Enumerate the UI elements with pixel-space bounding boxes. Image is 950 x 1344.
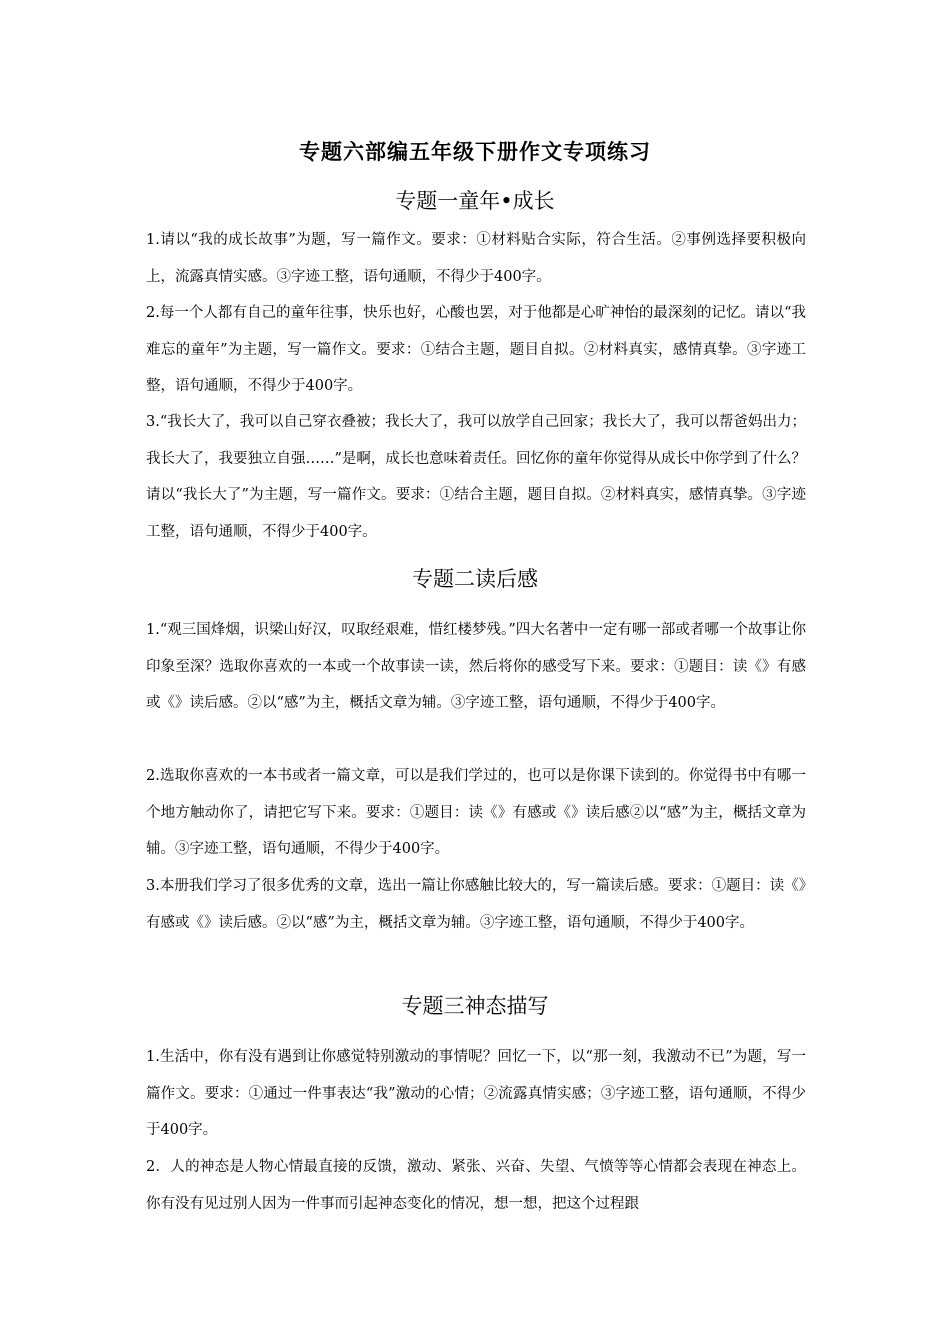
section-heading-childhood-growth: 专题一童年•成长 <box>395 189 555 213</box>
section-heading-expression-description: 专题三神态描写 <box>401 994 549 1018</box>
section-heading-reading-reflection: 专题二读后感 <box>412 567 538 591</box>
prompt-paragraph: 2.每一个人都有自己的童年往事，快乐也好，心酸也罢，对于他都是心旷神怡的最深刻的记忆。请以“我难忘的童年”为主题，写一篇作文。要求：①结合主题，题目自拟。②材料真实，感情真挚。③字迹工整，语句通顺，不得少于400字。 <box>146 305 806 394</box>
document-title: 专题六部编五年级下册作文专项练习 <box>299 139 651 164</box>
prompt-paragraph: 3.“我长大了，我可以自己穿衣叠被；我长大了，我可以放学自己回家；我长大了，我可以帮爸妈出力；我长大了，我要独立自强……”是啊，成长也意味着责任。回忆你的童年你觉得从成长中你学到了什么？请以“我长大了”为主题，写一篇作文。要求：①结合主题，题目自拟。②材料真实，感情真挚。③字迹工整，语句通顺，不得少于400字。 <box>146 414 806 540</box>
prompt-paragraph: 2．人的神态是人物心情最直接的反馈，激动、紧张、兴奋、失望、气愤等等心情都会表现在神态上。你有没有见过别人因为一件事而引起神态变化的情况，想一想，把这个过程跟 <box>146 1159 806 1212</box>
prompt-paragraph: 2.选取你喜欢的一本书或者一篇文章，可以是我们学过的，也可以是你课下读到的。你觉得书中有哪一个地方触动你了，请把它写下来。要求：①题目：读《》有感或《》读后感②以“感”为主，概括文章为辅。③字迹工整，语句通顺，不得少于400字。 <box>146 768 806 857</box>
prompt-paragraph: 3.本册我们学习了很多优秀的文章，选出一篇让你感触比较大的，写一篇读后感。要求：①题目：读《》有感或《》读后感。②以“感”为主，概括文章为辅。③字迹工整，语句通顺，不得少于400字。 <box>146 878 806 931</box>
prompt-paragraph: 1.生活中，你有没有遇到让你感觉特别激动的事情呢？回忆一下，以“那一刻，我激动不已”为题，写一篇作文。要求：①通过一件事表达“我”激动的心情；②流露真情实感；③字迹工整，语句通顺，不得少于400字。 <box>146 1049 806 1138</box>
prompt-paragraph: 1.请以“我的成长故事”为题，写一篇作文。要求：①材料贴合实际，符合生活。②事例选择要积极向上，流露真情实感。③字迹工整，语句通顺，不得少于400字。 <box>146 232 806 285</box>
prompt-paragraph: 1.“观三国烽烟，识梁山好汉，叹取经艰难，惜红楼梦残。”四大名著中一定有哪一部或者哪一个故事让你印象至深？选取你喜欢的一本或一个故事读一读，然后将你的感受写下来。要求：①题目：读《》有感或《》读后感。②以“感”为主，概括文章为辅。③字迹工整，语句通顺，不得少于400字。 <box>146 622 806 711</box>
